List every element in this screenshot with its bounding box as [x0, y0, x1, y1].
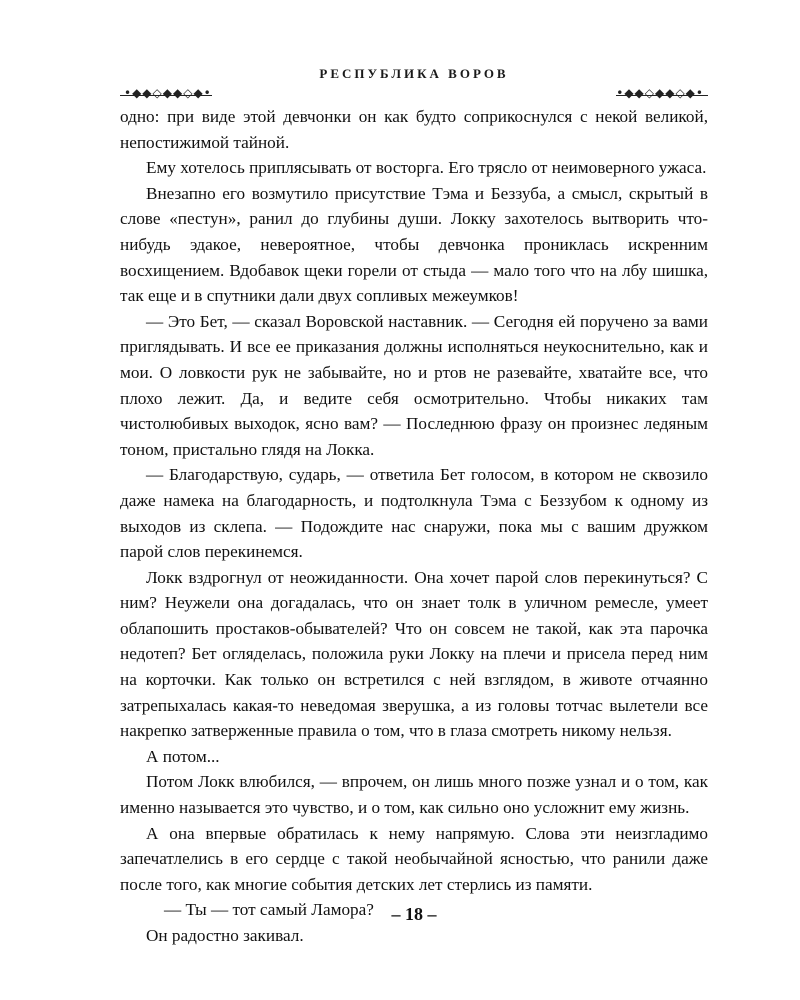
paragraph-10: — Ты — тот самый Ламора?	[164, 900, 374, 920]
paragraph-5: — Благодарствую, сударь, — ответила Бет голосом, в котором не сквозило даже намека на благодарность, и подтолкнула Тэма с Беззубом к одному из выходов из склепа. — Подождите нас снаружи, пока мы с вашим дружком парой слов перекинемся.	[120, 465, 708, 562]
running-title: РЕСПУБЛИКА ВОРОВ	[319, 66, 509, 81]
paragraph-4: — Это Бет, — сказал Воровской наставник. — Сегодня ей поручено за вами приглядывать. И все ее приказания должны исполняться неукоснительно, как и мои. О ловкости рук не забывайте, но и ртов не разевайте, хватайте все, что плохо лежит. Да, и ведите себя осмотрительно. Чтобы никаких там чистолюбивых выходок, ясно вам? — Последнюю фразу он произнес ледяным тоном, пристально глядя на Локка.	[120, 311, 708, 459]
paragraph-6: Локк вздрогнул от неожиданности. Она хочет парой слов перекинуться? С ним? Неужели она догадалась, что он знает толк в уличном ремесле, умеет облапошить простаков-обывателей? Что он совсем не такой, как эта парочка недотеп? Бет огляделась, положила руки Локку на плечи и присела перед ним на корточки. Как только он встретился с ней взглядом, в животе отчаянно затрепыхалась какая-то неведомая зверушка, а из головы тотчас вылетели все накрепко затверженные правила о том, что в глаза смотреть никому нельзя.	[120, 567, 708, 741]
page-number: – 18 –	[391, 904, 437, 924]
paragraph-7: А потом...	[146, 746, 220, 766]
paragraph-3: Внезапно его возмутило присутствие Тэма и Беззуба, а смысл, скрытый в слове «пестун», ранил до глубины души. Локку захотелось вытворить что-нибудь эдакое, невероятное, чтобы девчонка прониклась искренним восхищением. Вдобавок щеки горели от стыда — мало того что на лбу шишка, так еще и в спутники дали двух сопливых межеумков!	[120, 183, 708, 306]
page-header	[120, 66, 708, 102]
paragraph-9: А она впервые обратилась к нему напрямую. Слова эти неизгладимо запечатлелись в его сердце с такой необычайной ясностью, что ранили даже после того, как многие события детских лет стерлись из памяти.	[120, 823, 708, 894]
paragraph-2: Ему хотелось приплясывать от восторга. Его трясло от неимоверного ужаса.	[146, 158, 707, 178]
paragraph-1: одно: при виде этой девчонки он как будто соприкоснулся с некой великой, непостижимой тайной.	[120, 107, 708, 152]
header-ornament-row: •◆◆◇◆◆◇◆• •◆◆◇◆◆◇◆•	[120, 88, 708, 102]
paragraph-11: Он радостно закивал.	[146, 926, 304, 945]
body-text	[120, 104, 708, 949]
paragraph-8: Потом Локк влюбился, — впрочем, он лишь много позже узнал и о том, как именно называется это чувство, и о том, как сильно оно усложнит ему жизнь.	[120, 772, 708, 818]
